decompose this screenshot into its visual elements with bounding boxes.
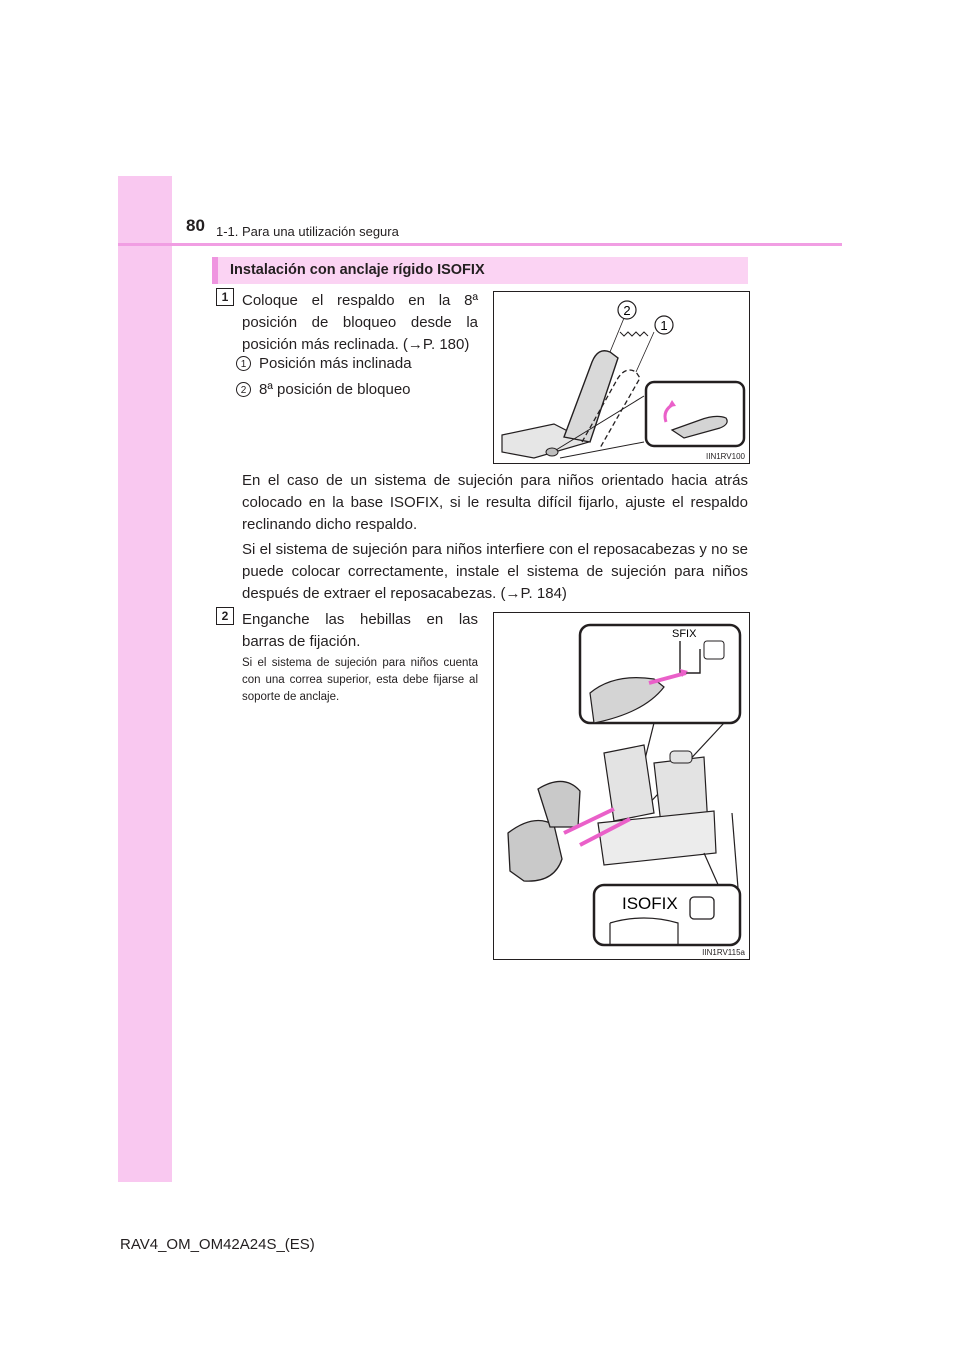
legend-number: 1 <box>236 356 251 371</box>
side-color-strip <box>118 176 172 1182</box>
legend-item-1 <box>236 355 412 372</box>
note-2: Si el sistema de sujeción para niños interfiere con el reposacabezas y no se puede colocar correctamente, instale el sistema de sujeción para niños después de extraer el reposacabezas. (→P. 184) <box>242 541 748 602</box>
header-rule <box>118 243 842 246</box>
legend-number: 2 <box>236 382 251 397</box>
isofix-label: ISOFIX <box>622 894 678 913</box>
figure-code: IIN1RV100 <box>706 452 745 461</box>
isofix-attachment-figure <box>493 612 750 960</box>
step-2-small-text: Si el sistema de sujeción para niños cuenta con una correa superior, esta debe fijarse al soporte de anclaje. <box>242 657 478 703</box>
page-number: 80 <box>186 216 205 235</box>
step-2-number: 2 <box>216 607 234 625</box>
page-footer: RAV4_OM_OM42A24S_(ES) <box>120 1236 315 1253</box>
note-1: En el caso de un sistema de sujeción para niños orientado hacia atrás colocado en la base ISOFIX, si le resulta difícil fijarlo, ajuste el respaldo reclinando dicho respaldo. <box>242 472 748 533</box>
partial-isofix-label: SFIX <box>672 628 697 640</box>
svg-text:2: 2 <box>623 303 631 318</box>
legend-text: 8ª posición de bloqueo <box>259 381 411 398</box>
isofix-illustration <box>494 613 749 959</box>
step-1-number: 1 <box>216 288 234 306</box>
step-2-text: Enganche las hebillas en las barras de fijación. <box>242 611 478 650</box>
seatback-illustration <box>494 292 749 463</box>
step-1-text: Coloque el respaldo en la 8ª posición de bloqueo desde la posición más reclinada. (→P. 180) <box>242 292 478 353</box>
figure-code: IIN1RV115a <box>702 948 745 957</box>
section-title: 1-1. Para una utilización segura <box>216 224 399 239</box>
svg-text:1: 1 <box>660 318 668 333</box>
seatback-recline-figure <box>493 291 750 464</box>
legend-item-2 <box>236 381 411 398</box>
legend-text: Posición más inclinada <box>259 355 412 372</box>
section-heading <box>212 257 748 284</box>
section-heading-text: Instalación con anclaje rígido ISOFIX <box>230 262 485 278</box>
